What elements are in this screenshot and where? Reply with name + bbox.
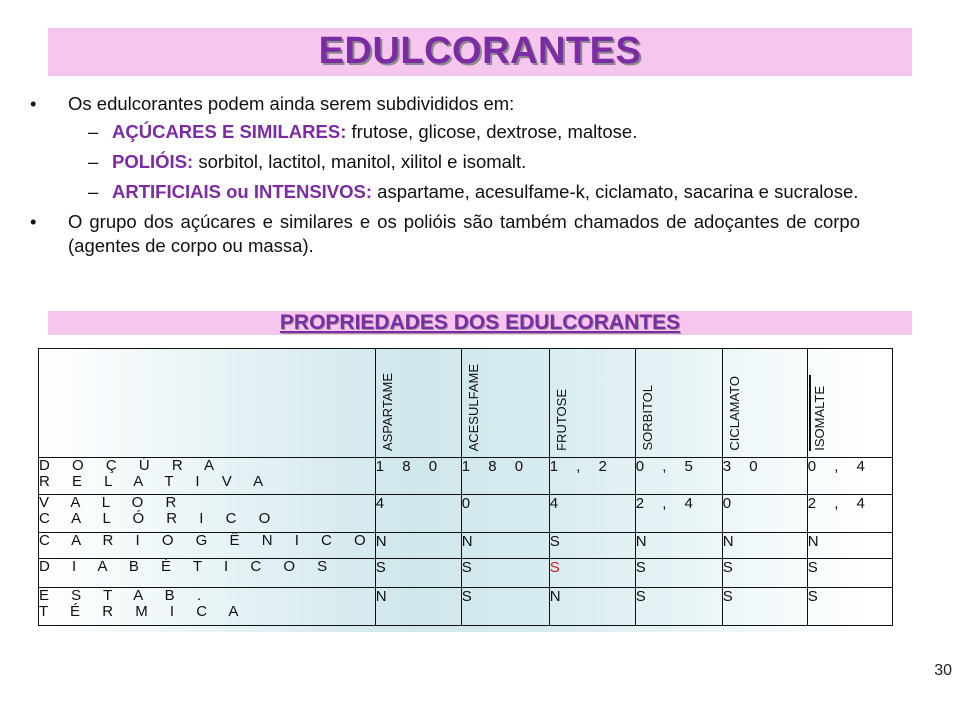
- table-cell: S: [807, 588, 892, 626]
- bullet-note: [30, 210, 860, 258]
- table-cell: 1 , 2: [549, 458, 635, 495]
- section-subtitle: PROPRIEDADES DOS EDULCORANTES: [279, 311, 681, 334]
- column-header: FRUTOSE: [549, 349, 635, 458]
- bullet-icon: •: [30, 93, 37, 114]
- table-cell: S: [722, 559, 807, 588]
- dash-icon: –: [88, 181, 99, 202]
- table-row: [39, 533, 893, 559]
- table-cell: 1 8 0: [375, 458, 461, 495]
- table-cell: S: [461, 559, 549, 588]
- table-cell: 4: [375, 495, 461, 533]
- dash-icon: –: [88, 121, 99, 142]
- page-title: EDULCORANTES: [318, 30, 642, 72]
- category-item: [30, 180, 860, 204]
- category-label: ARTIFICIAIS ou INTENSIVOS:: [112, 181, 373, 202]
- category-text: sorbitol, lactitol, manitol, xilitol e isomalt.: [193, 151, 527, 172]
- table-cell: 1 8 0: [461, 458, 549, 495]
- intro-text: Os edulcorantes podem ainda serem subdivididos em:: [68, 93, 515, 114]
- title-band: [48, 28, 912, 76]
- table-cell: S: [722, 588, 807, 626]
- column-header: SORBITOL: [635, 349, 722, 458]
- properties-table: [38, 348, 893, 626]
- table-cell: 0: [722, 495, 807, 533]
- category-item: [30, 120, 860, 144]
- bullet-icon: •: [30, 211, 37, 232]
- table-header-row: [39, 349, 893, 458]
- table-cell: N: [461, 533, 549, 559]
- table-cell: N: [375, 588, 461, 626]
- table-row: [39, 458, 893, 495]
- table-cell-highlight: S: [549, 559, 635, 588]
- table-cell: 0 , 4: [807, 458, 892, 495]
- column-header: CICLAMATO: [722, 349, 807, 458]
- table-cell: S: [635, 588, 722, 626]
- table-cell: 2 , 4: [807, 495, 892, 533]
- category-text: aspartame, acesulfame-k, ciclamato, sacarina e sucralose.: [372, 181, 859, 202]
- table-cell: 0 , 5: [635, 458, 722, 495]
- table-cell: 2 , 4: [635, 495, 722, 533]
- table-cell: 4: [549, 495, 635, 533]
- dash-icon: –: [88, 151, 99, 172]
- table-cell: S: [461, 588, 549, 626]
- table-cell: S: [807, 559, 892, 588]
- category-label: AÇÚCARES E SIMILARES:: [112, 121, 347, 142]
- category-text: frutose, glicose, dextrose, maltose.: [346, 121, 638, 142]
- table-row: [39, 588, 893, 626]
- table-cell: S: [549, 533, 635, 559]
- table-cell: N: [807, 533, 892, 559]
- subtitle-band: [48, 311, 912, 335]
- table-cell: S: [375, 559, 461, 588]
- category-item: [30, 150, 860, 174]
- table-cell: N: [722, 533, 807, 559]
- bullet-intro: [30, 92, 860, 116]
- table-cell: N: [375, 533, 461, 559]
- row-label: E S T A B . T É R M I C A: [39, 588, 376, 626]
- table-cell: 0: [461, 495, 549, 533]
- table-cell: S: [635, 559, 722, 588]
- category-label: POLIÓIS:: [112, 151, 194, 172]
- row-label: D O Ç Ú R A R E L A T I V A: [39, 458, 376, 495]
- column-header: ISOMALTE: [807, 349, 892, 458]
- underline-mark: [809, 375, 811, 451]
- column-header: ACESULFAME: [461, 349, 549, 458]
- note-text: O grupo dos açúcares e similares e os polióis são também chamados de adoçantes de corpo (agentes de corpo ou massa).: [68, 211, 860, 256]
- table-corner-cell: [39, 349, 376, 458]
- row-label: C A R I O G Ê N I C O: [39, 533, 376, 559]
- table-cell: 3 0: [722, 458, 807, 495]
- table-cell: N: [635, 533, 722, 559]
- page-number: 30: [934, 662, 952, 679]
- row-label: D I A B É T I C O S: [39, 559, 376, 588]
- bullet-list: [30, 92, 860, 262]
- table-row: [39, 495, 893, 533]
- table-cell: N: [549, 588, 635, 626]
- row-label: V A L O R C A L Ó R I C O: [39, 495, 376, 533]
- table-row: [39, 559, 893, 588]
- column-header: ASPARTAME: [375, 349, 461, 458]
